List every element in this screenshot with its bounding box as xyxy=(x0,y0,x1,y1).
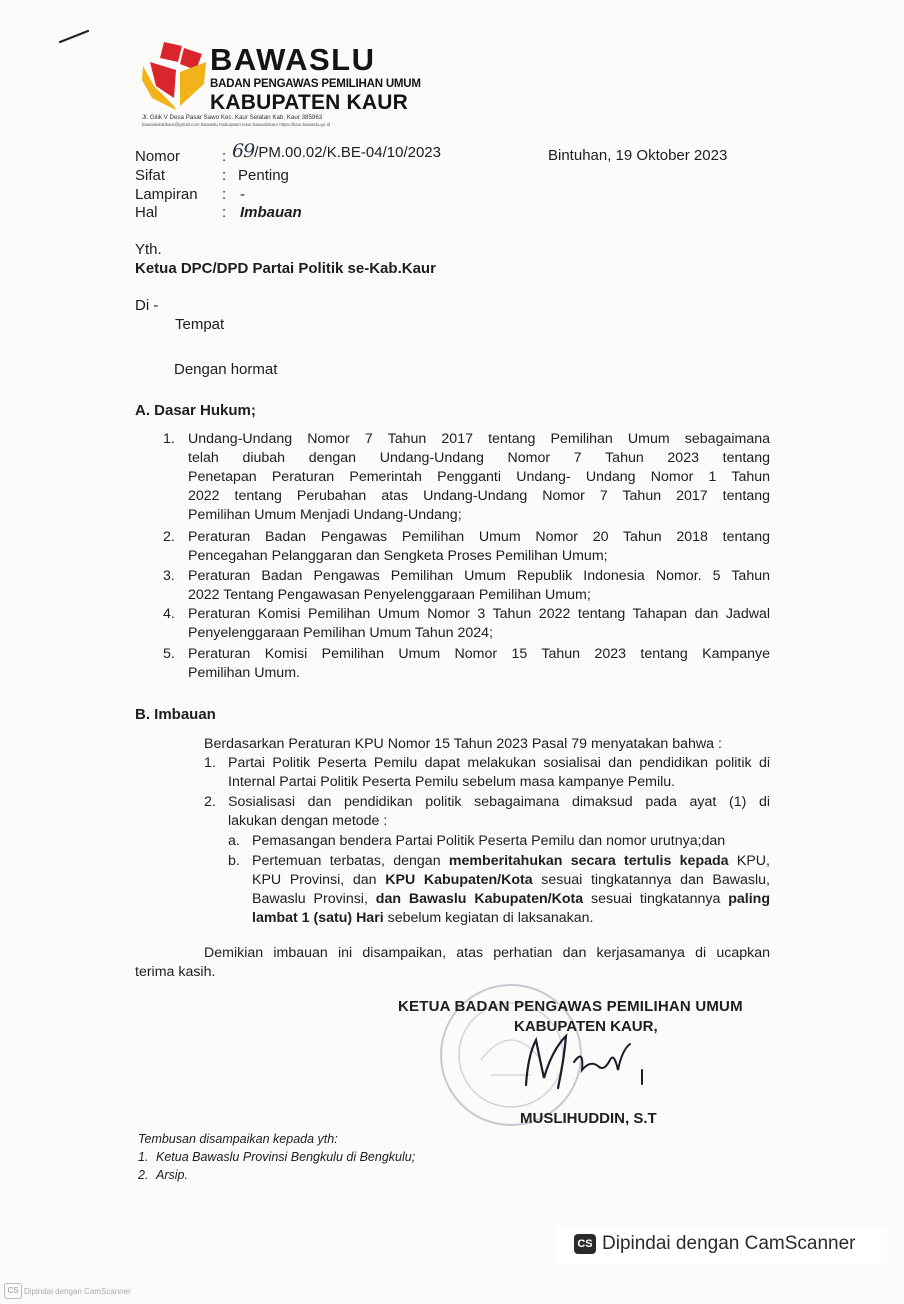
sub-item-letter: a. xyxy=(228,833,240,849)
section-a-item xyxy=(188,605,770,643)
recipient-di: Di - xyxy=(135,297,159,314)
section-a-item-line: telah diubah dengan Undang-Undang Nomor 7 Tahun 2023 tentang xyxy=(188,450,770,466)
sub-item-a: Pemasangan bendera Partai Politik Peserta Pemilu dan nomor urutnya;dan xyxy=(252,833,726,849)
recipient-name: Ketua DPC/DPD Partai Politik se-Kab.Kaur xyxy=(135,260,436,277)
section-b-item-number: 1. xyxy=(204,755,216,771)
recipient-place: Tempat xyxy=(175,316,225,333)
closing-line: Demikian imbauan ini disampaikan, atas perhatian dan kerjasamanya di ucapkan xyxy=(204,945,770,961)
greeting: Dengan hormat xyxy=(174,361,278,378)
hal-colon: : xyxy=(222,204,227,221)
org-full-name: BADAN PENGAWAS PEMILIHAN UMUM xyxy=(210,78,421,90)
section-a-item-line: Peraturan Badan Pengawas Pemilihan Umum Nomor 20 Tahun 2018 tentang xyxy=(188,529,770,545)
sub-item-b-line xyxy=(252,852,770,871)
section-b-heading: B. Imbauan xyxy=(135,706,216,723)
section-b-item-line: Internal Partai Politik Peserta Pemilu sebelum masa kampanye Pemilu. xyxy=(228,774,676,790)
lampiran-colon: : xyxy=(222,186,227,203)
section-a-item-line: Pemilihan Umum. xyxy=(188,665,300,681)
camscanner-small-logo-icon: CS xyxy=(4,1283,22,1299)
text-run: Pertemuan terbatas, dengan xyxy=(252,853,449,869)
nomor-handwritten: 69 xyxy=(232,140,255,162)
section-a-item-line: Pencegahan Pelanggaran dan Sengketa Proses Pemilihan Umum; xyxy=(188,548,608,564)
nomor-colon: : xyxy=(222,148,227,165)
cc-item: Arsip. xyxy=(156,1168,188,1182)
text-run: KPU, xyxy=(728,853,770,869)
closing xyxy=(135,944,770,982)
bawaslu-logo xyxy=(140,40,210,112)
cc-item-number: 1. xyxy=(138,1150,149,1164)
signatory-name: MUSLIHUDDIN, S.T xyxy=(520,1110,657,1127)
section-a-item-number: 3. xyxy=(163,568,175,584)
section-b-item xyxy=(228,754,770,792)
signatory-region: KABUPATEN KAUR, xyxy=(514,1018,658,1035)
section-a-item xyxy=(188,645,770,683)
scanner-small-text: Dipindai dengan CamScanner xyxy=(24,1287,131,1296)
hal-label: Hal xyxy=(135,204,158,221)
section-a-item xyxy=(188,430,770,525)
signatory-title: KETUA BADAN PENGAWAS PEMILIHAN UMUM xyxy=(398,998,743,1015)
text-run-bold: KPU Kabupaten/Kota xyxy=(385,872,533,888)
sub-item-b-line xyxy=(252,909,770,928)
section-a-item-line: Peraturan Komisi Pemilihan Umum Nomor 3 Tahun 2022 tentang Tahapan dan Jadwal xyxy=(188,606,770,622)
letterhead-contacts: bawaslukabkaur@gmail.com Bawaslu Kabupaten Kaur bawaslukaur https://kaur.bawaslu.go.id xyxy=(142,122,331,127)
hal-value: Imbauan xyxy=(240,204,302,221)
section-a-item-line: Peraturan Badan Pengawas Pemilihan Umum Republik Indonesia Nomor. 5 Tahun xyxy=(188,568,770,584)
closing-line: terima kasih. xyxy=(135,964,216,980)
lampiran-label: Lampiran xyxy=(135,186,198,203)
cc-item-number: 2. xyxy=(138,1168,149,1182)
section-a-item-line: 2022 tentang Perubahan atas Undang-Undang Nomor 7 Tahun 2017 tentang xyxy=(188,488,770,504)
text-run: sesuai tingkatannya dan Bawaslu, xyxy=(532,872,770,888)
org-region: KABUPATEN KAUR xyxy=(210,91,409,114)
text-run: sesuai tingkatannya xyxy=(583,891,729,907)
nomor-code: /PM.00.02/K.BE-04/10/2023 xyxy=(254,144,441,161)
nomor-value xyxy=(232,142,441,162)
sifat-label: Sifat xyxy=(135,167,166,184)
text-run: sebelum kegiatan di laksanakan. xyxy=(383,910,594,926)
section-b-item xyxy=(228,793,770,831)
section-a-item-number: 5. xyxy=(163,646,175,662)
org-name: BAWASLU xyxy=(210,42,376,77)
section-a-heading: A. Dasar Hukum; xyxy=(135,402,256,419)
camscanner-logo-icon: CS xyxy=(574,1234,596,1254)
pen-mark-graphic xyxy=(58,28,92,44)
sub-item-b xyxy=(252,852,770,928)
text-run-bold: dan Bawaslu Kabupaten/Kota xyxy=(375,891,584,907)
section-a-item xyxy=(188,528,770,566)
sifat-value: Penting xyxy=(238,167,289,184)
scanner-watermark-text: Dipindai dengan CamScanner xyxy=(602,1233,856,1254)
sub-item-b-line xyxy=(252,871,770,890)
section-a-item-line: Penetapan Peraturan Pemerintah Pengganti Undang- Undang Nomor 1 Tahun xyxy=(188,469,770,485)
text-run-bold: lambat 1 (satu) Hari xyxy=(252,910,384,926)
text-run-bold: paling xyxy=(728,891,771,907)
sifat-colon: : xyxy=(222,167,227,184)
section-a-item-line: Peraturan Komisi Pemilihan Umum Nomor 15 Tahun 2023 tentang Kampanye xyxy=(188,646,770,662)
cc-heading: Tembusan disampaikan kepada yth: xyxy=(138,1132,338,1146)
section-b-item-line: Sosialisasi dan pendidikan politik sebagaimana dimaksud pada ayat (1) di xyxy=(228,794,770,810)
sub-item-b-line xyxy=(252,890,770,909)
section-a-item xyxy=(188,567,770,605)
text-run-bold: memberitahukan secara tertulis kepada xyxy=(448,853,729,869)
section-a-item-line: Undang-Undang Nomor 7 Tahun 2017 tentang Pemilihan Umum sebagaimana xyxy=(188,431,770,447)
letter-date: Bintuhan, 19 Oktober 2023 xyxy=(548,147,728,164)
text-run: KPU Provinsi, dan xyxy=(252,872,386,888)
section-a-item-number: 2. xyxy=(163,529,175,545)
nomor-label: Nomor xyxy=(135,148,181,165)
recipient-yth: Yth. xyxy=(135,241,162,258)
section-a-item-number: 1. xyxy=(163,431,175,447)
section-b-item-line: Partai Politik Peserta Pemilu dapat melakukan sosialisai dan pendidikan politik di xyxy=(228,755,770,771)
section-a-item-line: Pemilihan Umum Menjadi Undang-Undang; xyxy=(188,507,462,523)
section-a-item-number: 4. xyxy=(163,606,175,622)
letterhead-address: Jl. Gilik V Desa Pasar Sawo Kec. Kaur Selatan Kab. Kaur 385963 xyxy=(142,114,323,121)
section-b-item-number: 2. xyxy=(204,794,216,810)
section-a-item-line: Penyelenggaraan Pemilihan Umum Tahun 2024; xyxy=(188,625,493,641)
sub-item-letter: b. xyxy=(228,853,240,869)
cc-item: Ketua Bawaslu Provinsi Bengkulu di Bengkulu; xyxy=(156,1150,416,1164)
section-a-item-line: 2022 Tentang Pengawasan Penyelenggaraan Pemilihan Umum; xyxy=(188,587,591,603)
lampiran-value: - xyxy=(240,186,245,203)
section-b-item-line: lakukan dengan metode : xyxy=(228,813,388,829)
handwritten-signature xyxy=(518,1030,658,1092)
section-b-intro: Berdasarkan Peraturan KPU Nomor 15 Tahun 2023 Pasal 79 menyatakan bahwa : xyxy=(204,736,722,752)
text-run: Bawaslu Provinsi, xyxy=(252,891,376,907)
